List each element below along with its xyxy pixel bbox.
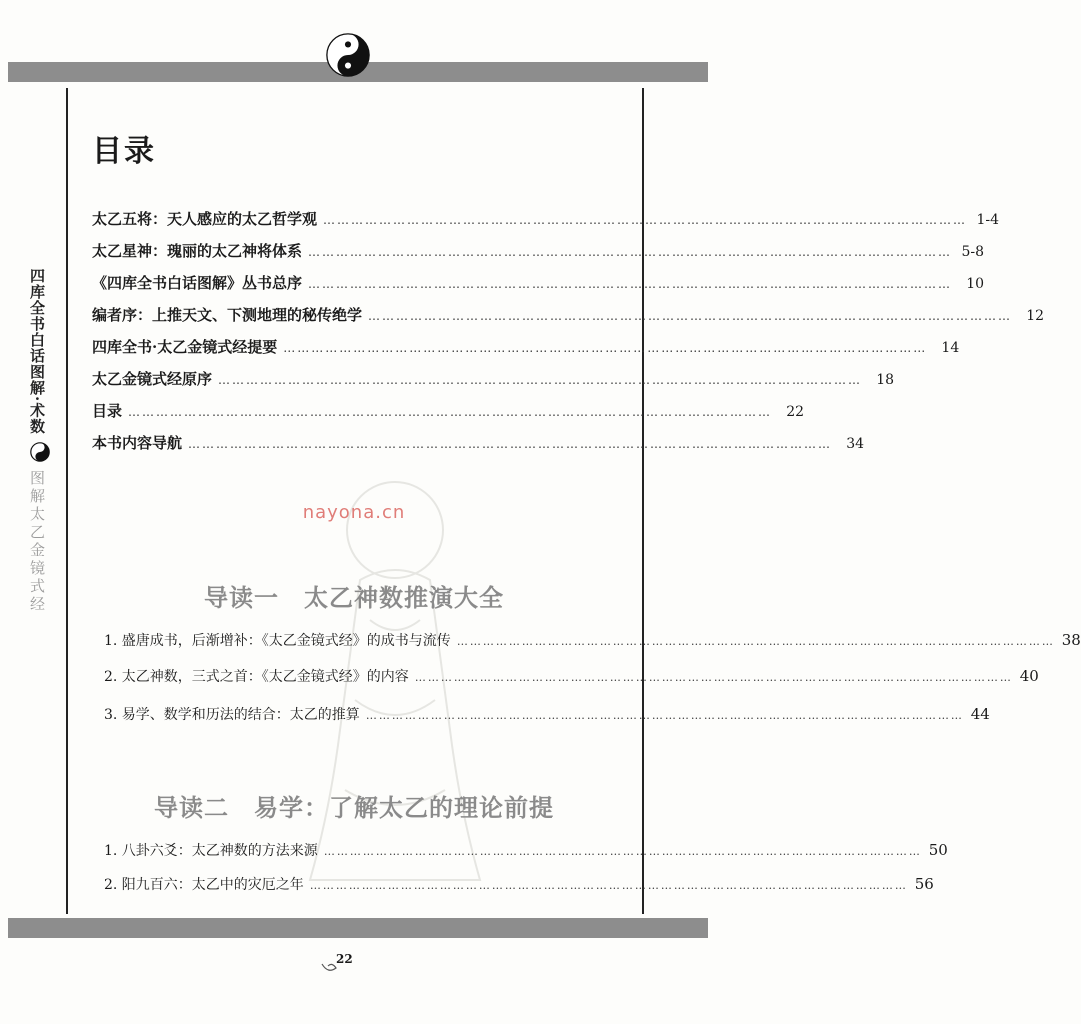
leader-dots: …………………………………………………………………………………………………………………………: [218, 373, 863, 387]
toc-subentry[interactable]: [104, 630, 1081, 654]
leader-dots: …………………………………………………………………………………………………………………………: [323, 213, 968, 227]
toc-subentry-page: 40: [1019, 667, 1039, 685]
toc-entry[interactable]: [92, 368, 895, 392]
toc-subentry[interactable]: [104, 666, 1039, 690]
page-number: 22: [336, 952, 353, 966]
toc-subentry-page: 38: [1061, 631, 1081, 649]
yinyang-icon: [326, 33, 370, 77]
toc-subentry-title: 3. 易学、数学和历法的结合：太乙的推算: [104, 707, 360, 723]
leader-dots: …………………………………………………………………………………………………………………………: [414, 671, 1013, 684]
toc-subentry-title: 1. 八卦六爻：太乙神数的方法来源: [104, 843, 318, 859]
toc-entry-page: 5-8: [961, 244, 985, 260]
toc-subentry-page: 44: [970, 705, 990, 723]
toc-entry-title: 编者序：上推天文、下测地理的秘传绝学: [92, 306, 363, 324]
toc-entry-page: 22: [786, 404, 805, 420]
toc-subentry[interactable]: [104, 704, 990, 728]
toc-entry-page: 34: [846, 436, 865, 452]
toc-entry-title: 目录: [92, 402, 123, 420]
toc-subentry[interactable]: [104, 840, 948, 864]
toc-entry-title: 四库全书·太乙金镜式经提要: [92, 338, 278, 356]
toc-entry[interactable]: [92, 272, 985, 296]
leader-dots: …………………………………………………………………………………………………………………………: [128, 405, 773, 419]
toc-subentry-title: 1. 盛唐成书，后渐增补：《太乙金镜式经》的成书与流传: [104, 633, 451, 649]
toc-entry-page: 1-4: [976, 212, 1000, 228]
toc-entry-title: 本书内容导航: [92, 434, 183, 452]
section-heading: 导读二 易学：了解太乙的理论前提: [154, 794, 554, 822]
yinyang-small-icon: [30, 442, 50, 462]
toc-entry-page: 18: [876, 372, 895, 388]
toc-entry[interactable]: [92, 400, 805, 424]
series-title: 四库全书白话图解·术数: [28, 268, 46, 435]
toc-entry[interactable]: [92, 240, 985, 264]
side-running-title: [28, 268, 52, 614]
leader-dots: …………………………………………………………………………………………………………………………: [283, 341, 928, 355]
toc-entry[interactable]: [92, 208, 1000, 232]
section-heading: 导读一 太乙神数推演大全: [204, 584, 504, 612]
page-title: 目录: [92, 134, 156, 169]
toc-entry[interactable]: [92, 336, 960, 360]
leader-dots: …………………………………………………………………………………………………………………………: [309, 879, 908, 892]
toc-subentry-page: 56: [914, 875, 934, 893]
leader-dots: …………………………………………………………………………………………………………………………: [323, 845, 922, 858]
toc-entry-title: 《四库全书白话图解》丛书总序: [92, 274, 303, 292]
toc-entry[interactable]: [92, 432, 865, 456]
toc-subentry-page: 50: [928, 841, 948, 859]
leader-dots: …………………………………………………………………………………………………………………………: [188, 437, 833, 451]
leader-dots: …………………………………………………………………………………………………………………………: [308, 245, 953, 259]
leader-dots: …………………………………………………………………………………………………………………………: [368, 309, 1013, 323]
leader-dots: …………………………………………………………………………………………………………………………: [456, 635, 1055, 648]
toc-subentry-title: 2. 阳九百六：太乙中的灾厄之年: [104, 877, 304, 893]
toc-entry-title: 太乙五将：天人感应的太乙哲学观: [92, 210, 318, 228]
leader-dots: …………………………………………………………………………………………………………………………: [365, 709, 964, 722]
toc-subentry[interactable]: [104, 874, 934, 898]
toc-entry-title: 太乙金镜式经原序: [92, 370, 213, 388]
leader-dots: …………………………………………………………………………………………………………………………: [308, 277, 953, 291]
watermark: nayona.cn: [302, 502, 406, 523]
toc-entry-page: 10: [966, 276, 985, 292]
toc-subentry-title: 2. 太乙神数，三式之首：《太乙金镜式经》的内容: [104, 669, 409, 685]
bottom-band: [8, 918, 708, 938]
book-title: 图解太乙金镜式经: [28, 470, 46, 615]
toc-entry-page: 14: [941, 340, 960, 356]
toc-entry-page: 12: [1026, 308, 1045, 324]
toc-entry[interactable]: [92, 304, 1045, 328]
toc-entry-title: 太乙星神：瑰丽的太乙神将体系: [92, 242, 303, 260]
